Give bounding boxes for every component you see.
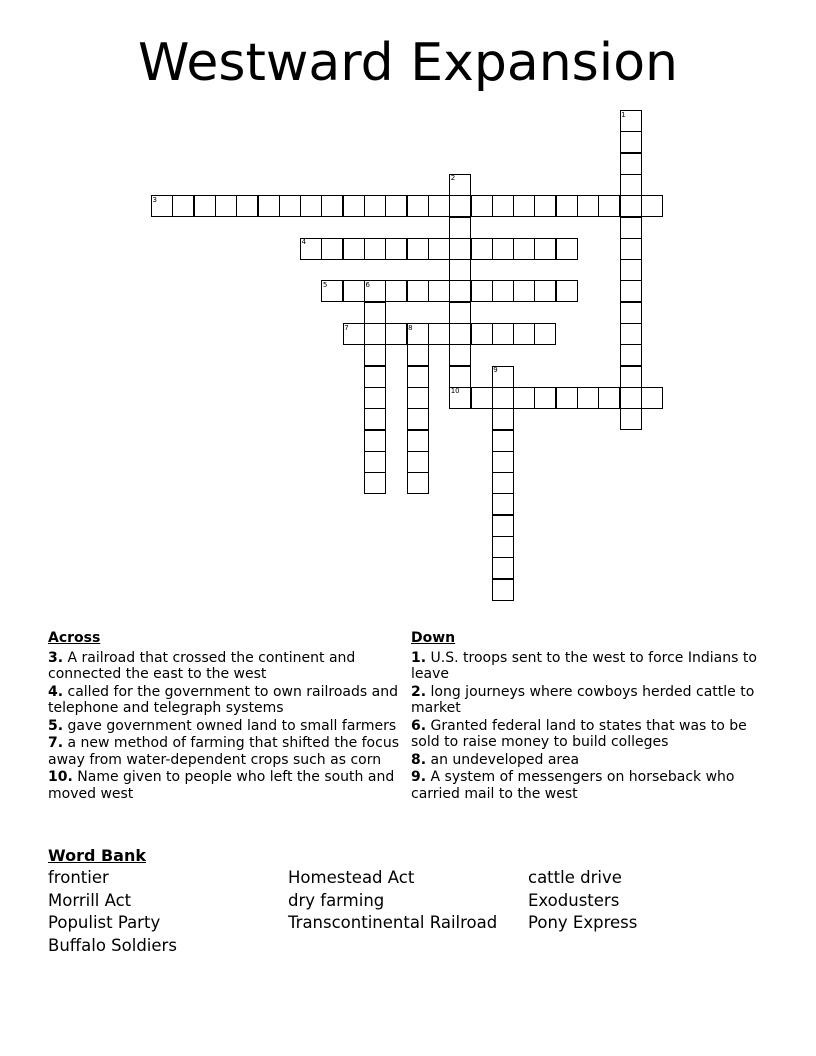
crossword-cell[interactable] — [449, 238, 471, 260]
crossword-cell[interactable] — [407, 408, 429, 430]
crossword-cell[interactable] — [620, 408, 642, 430]
crossword-cell[interactable] — [407, 280, 429, 302]
crossword-cell[interactable] — [385, 280, 407, 302]
clue-text: Name given to people who left the south and moved west — [48, 769, 395, 802]
word-bank-column — [288, 867, 497, 935]
page-title: Westward Expansion — [137, 33, 678, 93]
crossword-cell[interactable] — [620, 280, 642, 302]
down-heading: Down — [411, 630, 456, 646]
crossword-cell[interactable] — [620, 153, 642, 175]
crossword-cell[interactable] — [492, 472, 514, 494]
crossword-cell[interactable] — [321, 195, 343, 217]
crossword-cell[interactable] — [598, 195, 620, 217]
crossword-cell[interactable] — [428, 238, 450, 260]
crossword-cell[interactable] — [321, 238, 343, 260]
crossword-cell[interactable] — [364, 472, 386, 494]
crossword-cell[interactable] — [577, 387, 599, 409]
cell-number: 1 — [621, 110, 626, 119]
clue-number: 2. — [411, 683, 427, 700]
crossword-cell[interactable] — [534, 238, 556, 260]
across-clue — [48, 718, 404, 735]
crossword-cell[interactable] — [364, 344, 386, 366]
clue-text: U.S. troops sent to the west to force Indians to leave — [411, 649, 757, 682]
word-bank-item: Buffalo Soldiers — [48, 936, 177, 956]
cell-number: 6 — [365, 280, 370, 289]
crossword-cell[interactable] — [598, 387, 620, 409]
crossword-cell[interactable] — [492, 493, 514, 515]
crossword-cell[interactable] — [492, 238, 514, 260]
crossword-cell[interactable] — [471, 195, 493, 217]
crossword-cell[interactable] — [428, 195, 450, 217]
crossword-cell[interactable] — [620, 131, 642, 153]
down-clue — [411, 684, 761, 717]
down-clue — [411, 650, 761, 683]
cell-number: 10 — [450, 387, 460, 396]
crossword-cell[interactable] — [556, 387, 578, 409]
across-clue — [48, 650, 404, 683]
crossword-cell[interactable] — [556, 195, 578, 217]
crossword-cell[interactable] — [449, 217, 471, 239]
crossword-cell[interactable] — [513, 280, 535, 302]
crossword-cell[interactable] — [492, 280, 514, 302]
clue-text: A system of messengers on horseback who carried mail to the west — [411, 769, 735, 802]
cell-number: 3 — [152, 195, 157, 204]
across-clue — [48, 769, 404, 802]
crossword-cell[interactable] — [407, 238, 429, 260]
crossword-cell[interactable] — [343, 195, 365, 217]
crossword-cell[interactable] — [407, 451, 429, 473]
crossword-cell[interactable] — [471, 387, 493, 409]
crossword-cell[interactable] — [364, 366, 386, 388]
crossword-cell[interactable] — [364, 387, 386, 409]
down-clue — [411, 769, 761, 802]
across-clue — [48, 735, 404, 768]
down-clue — [411, 718, 761, 751]
word-bank-item: frontier — [48, 868, 109, 887]
clue-text: gave government owned land to small farmers — [67, 717, 397, 734]
crossword-cell[interactable] — [364, 451, 386, 473]
down-clue — [411, 752, 761, 769]
crossword-cell[interactable] — [492, 579, 514, 601]
across-clues — [48, 630, 404, 803]
clue-number: 8. — [411, 751, 427, 768]
clue-text: long journeys where cowboys herded cattle to market — [411, 683, 755, 716]
crossword-cell[interactable] — [620, 217, 642, 239]
crossword-cell[interactable] — [364, 302, 386, 324]
crossword-cell[interactable] — [364, 195, 386, 217]
crossword-cell[interactable] — [534, 195, 556, 217]
crossword-cell[interactable] — [471, 238, 493, 260]
crossword-cell[interactable] — [556, 280, 578, 302]
crossword-cell[interactable] — [641, 387, 663, 409]
crossword-cell[interactable] — [620, 387, 642, 409]
crossword-cell[interactable] — [449, 259, 471, 281]
crossword-cell[interactable] — [620, 195, 642, 217]
crossword-cell[interactable] — [620, 366, 642, 388]
crossword-cell[interactable] — [492, 515, 514, 537]
down-clues — [411, 630, 761, 803]
crossword-cell[interactable] — [620, 344, 642, 366]
crossword-cell[interactable] — [471, 323, 493, 345]
crossword-cell[interactable] — [492, 536, 514, 558]
word-bank-item: Transcontinental Railroad — [288, 913, 498, 933]
word-bank-item: dry farming — [288, 890, 385, 910]
crossword-cell[interactable] — [620, 302, 642, 324]
crossword-cell[interactable] — [492, 387, 514, 409]
crossword-cell[interactable] — [620, 323, 642, 345]
clue-number: 5. — [48, 717, 64, 734]
crossword-cell[interactable] — [236, 195, 258, 217]
cell-number: 2 — [450, 174, 456, 183]
clue-number: 6. — [411, 717, 427, 734]
crossword-cell[interactable] — [364, 408, 386, 430]
crossword-cell[interactable] — [428, 280, 450, 302]
word-bank-item: Homestead Act — [288, 868, 415, 887]
crossword-cell[interactable] — [449, 302, 471, 324]
cell-number: 5 — [322, 280, 328, 289]
clue-number: 7. — [48, 735, 64, 751]
crossword-cell[interactable] — [449, 366, 471, 388]
crossword-cell[interactable] — [513, 387, 535, 409]
word-bank-item: Exodusters — [528, 890, 620, 910]
crossword-cell[interactable] — [641, 195, 663, 217]
crossword-cell[interactable] — [194, 195, 216, 217]
crossword-cell[interactable] — [407, 344, 429, 366]
crossword-cell[interactable] — [513, 195, 535, 217]
crossword-cell[interactable] — [385, 195, 407, 217]
clue-number: 4. — [48, 683, 64, 700]
crossword-cell[interactable] — [513, 323, 535, 345]
crossword-cell[interactable] — [449, 195, 471, 217]
crossword-cell[interactable] — [534, 387, 556, 409]
across-clue — [48, 684, 404, 717]
crossword-cell[interactable] — [343, 280, 365, 302]
crossword-cell[interactable] — [620, 259, 642, 281]
crossword-cell[interactable] — [449, 280, 471, 302]
word-bank-item: cattle drive — [528, 868, 622, 887]
clue-text: Granted federal land to states that was to be sold to raise money to build colleges — [411, 717, 747, 750]
cell-number: 8 — [408, 323, 413, 332]
crossword-cell[interactable] — [534, 323, 556, 345]
crossword-cell[interactable] — [385, 323, 407, 345]
crossword-cell[interactable] — [492, 557, 514, 579]
word-bank-item: Pony Express — [528, 913, 638, 933]
crossword-cell[interactable] — [471, 280, 493, 302]
clue-text: a new method of farming that shifted the focus away from water-dependent crops such as corn — [48, 735, 399, 768]
crossword-cell[interactable] — [492, 430, 514, 452]
word-bank-item: Morrill Act — [48, 890, 132, 910]
cell-number: 7 — [344, 323, 349, 332]
crossword-cell[interactable] — [492, 323, 514, 345]
crossword-cell[interactable] — [492, 408, 514, 430]
clue-number: 9. — [411, 769, 427, 785]
clue-number: 3. — [48, 649, 64, 666]
clue-number: 1. — [411, 649, 427, 666]
word-bank-heading: Word Bank — [48, 846, 147, 865]
crossword-cell[interactable] — [385, 238, 407, 260]
crossword-cell[interactable] — [364, 238, 386, 260]
crossword-cell[interactable] — [364, 323, 386, 345]
crossword-cell[interactable] — [577, 195, 599, 217]
crossword-cell[interactable] — [300, 195, 322, 217]
crossword-cell[interactable] — [364, 430, 386, 452]
crossword-cell[interactable] — [449, 323, 471, 345]
clue-text: A railroad that crossed the continent and connected the east to the west — [48, 649, 356, 682]
word-bank-item: Populist Party — [48, 913, 161, 933]
cell-number: 4 — [301, 238, 307, 247]
crossword-cell[interactable] — [279, 195, 301, 217]
crossword-cell[interactable] — [407, 472, 429, 494]
crossword-cell[interactable] — [513, 238, 535, 260]
crossword-cell[interactable] — [215, 195, 237, 217]
crossword-cell[interactable] — [258, 195, 280, 217]
crossword-cell[interactable] — [407, 430, 429, 452]
crossword-cell[interactable] — [172, 195, 194, 217]
crossword-cell[interactable] — [407, 195, 429, 217]
crossword-cell[interactable] — [428, 323, 450, 345]
word-bank-column — [528, 867, 637, 935]
crossword-cell[interactable] — [407, 387, 429, 409]
crossword-cell[interactable] — [492, 195, 514, 217]
crossword-cell[interactable] — [620, 174, 642, 196]
clue-text: an undeveloped area — [430, 751, 580, 768]
crossword-cell[interactable] — [449, 344, 471, 366]
across-heading: Across — [48, 630, 101, 646]
crossword-cell[interactable] — [556, 238, 578, 260]
clue-number: 10. — [48, 769, 73, 785]
word-bank-column — [48, 867, 177, 958]
crossword-cell[interactable] — [492, 451, 514, 473]
cell-number: 9 — [493, 366, 498, 375]
crossword-cell[interactable] — [534, 280, 556, 302]
clue-text: called for the government to own railroads and telephone and telegraph systems — [48, 683, 398, 716]
crossword-cell[interactable] — [407, 366, 429, 388]
crossword-cell[interactable] — [343, 238, 365, 260]
crossword-cell[interactable] — [620, 238, 642, 260]
